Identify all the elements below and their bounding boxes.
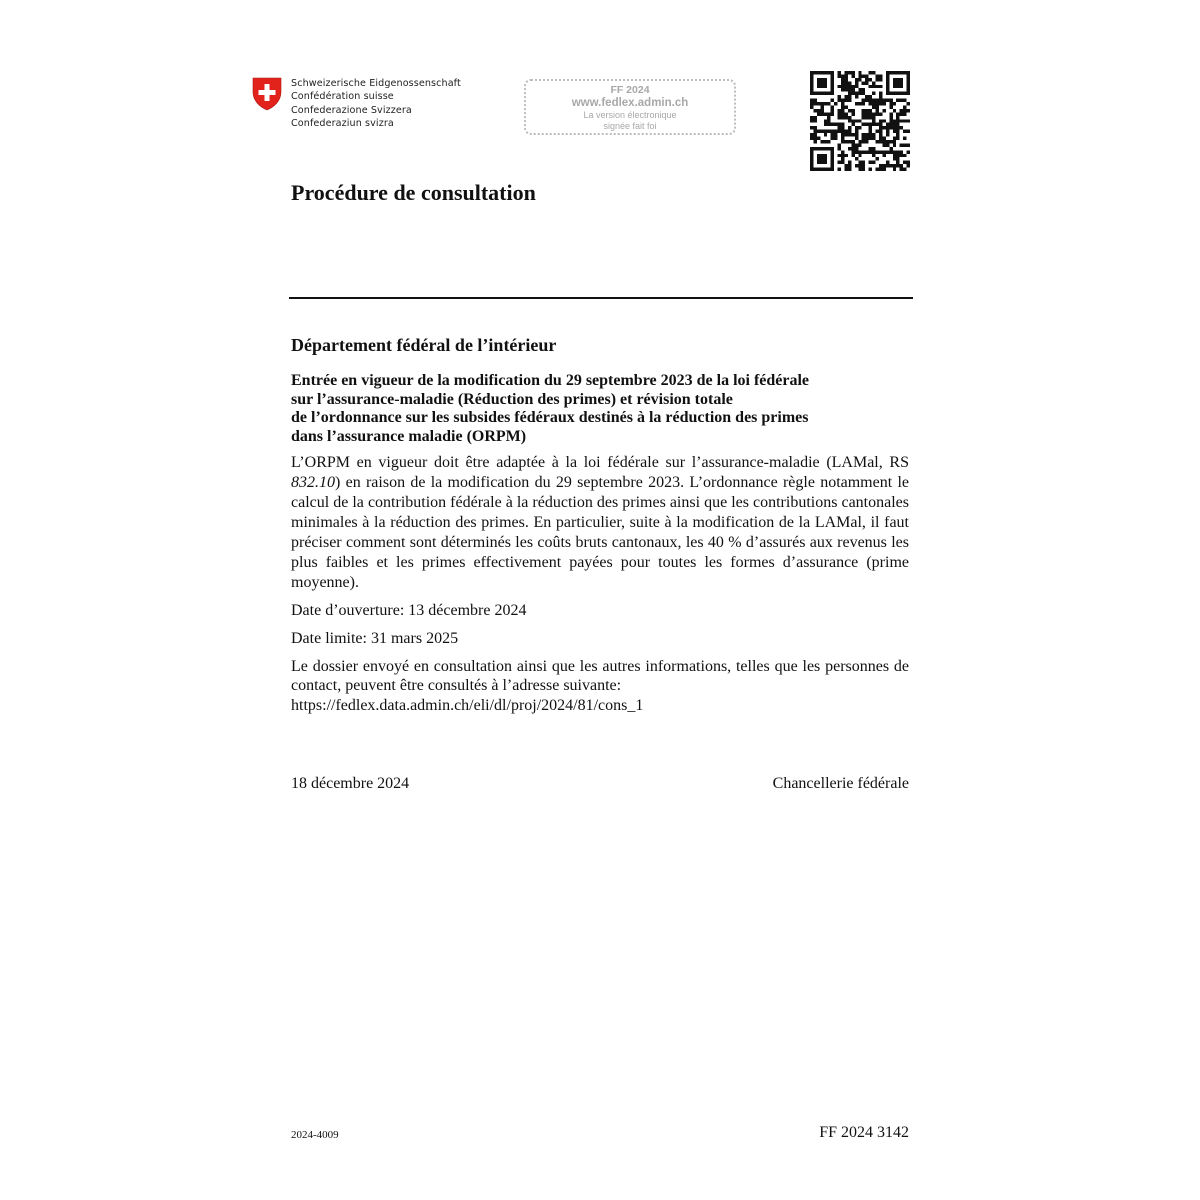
body-paragraph bbox=[291, 453, 909, 592]
body-text-part2: ) en raison de la modification du 29 septembre 2023. L’ordonnance règle notamment le calcul de la contribution fédérale à la réduction des primes ainsi que les contributions cantonales minimales à la réduction des primes. En particulier, suite à la modification de la LAMal, il faut préciser comment sont déterminés les coûts bruts cantonaux, les 40 % d’assurés aux revenus les plus faibles et les primes effectivement payées pour toutes les formes d’assurance (prime moyenne). bbox=[291, 474, 909, 591]
page-title: Procédure de consultation bbox=[291, 180, 536, 205]
dossier-paragraph bbox=[291, 657, 909, 717]
signature-date: 18 décembre 2024 bbox=[291, 775, 410, 792]
subject-line: dans l’assurance maladie (ORPM) bbox=[291, 427, 527, 445]
electronic-signature-stamp bbox=[524, 79, 736, 135]
department-heading: Département fédéral de l’intérieur bbox=[291, 335, 557, 355]
stamp-line-3: La version électronique bbox=[583, 110, 677, 120]
document-number: 2024-4009 bbox=[291, 1129, 339, 1141]
federation-name-de: Schweizerische Eidgenossenschaft bbox=[291, 78, 461, 89]
dossier-link[interactable]: https://fedlex.data.admin.ch/eli/dl/proj/2024/81/cons_1 bbox=[291, 697, 644, 715]
body-text-part1: L’ORPM en vigueur doit être adaptée à la loi fédérale sur l’assurance-maladie (LAMal, RS bbox=[291, 454, 909, 472]
deadline-date: Date limite: 31 mars 2025 bbox=[291, 629, 459, 647]
title-divider bbox=[289, 297, 913, 299]
subject-line: Entrée en vigueur de la modification du 29 septembre 2023 de la loi fédérale bbox=[291, 372, 810, 389]
federation-name-rm: Confederaziun svizra bbox=[291, 118, 394, 130]
federal-logo bbox=[252, 77, 461, 131]
rs-number: 832.10 bbox=[291, 474, 335, 492]
subject-heading bbox=[291, 372, 909, 446]
federation-name-it: Confederazione Svizzera bbox=[291, 104, 412, 116]
federation-names bbox=[291, 77, 461, 131]
qr-code-icon bbox=[810, 71, 910, 171]
dossier-text: Le dossier envoyé en consultation ainsi que les autres informations, telles que les personnes de contact, peuvent être consultés à l’adresse suivante: bbox=[291, 657, 909, 695]
signature-row bbox=[291, 775, 909, 793]
federation-name-fr: Confédération suisse bbox=[291, 91, 394, 103]
main-content bbox=[291, 334, 909, 716]
stamp-line-4: signée fait foi bbox=[603, 121, 657, 131]
stamp-line-2: www.fedlex.admin.ch bbox=[571, 97, 689, 109]
opening-date: Date d’ouverture: 13 décembre 2024 bbox=[291, 601, 527, 619]
signature-authority: Chancellerie fédérale bbox=[772, 775, 909, 792]
subject-line: sur l’assurance-maladie (Réduction des primes) et révision totale bbox=[291, 390, 733, 408]
subject-line: de l’ordonnance sur les subsides fédéraux destinés à la réduction des primes bbox=[291, 409, 809, 427]
stamp-line-1: FF 2024 bbox=[610, 84, 650, 96]
publication-reference: FF 2024 3142 bbox=[819, 1124, 909, 1141]
swiss-cross-shield-icon bbox=[252, 77, 282, 111]
